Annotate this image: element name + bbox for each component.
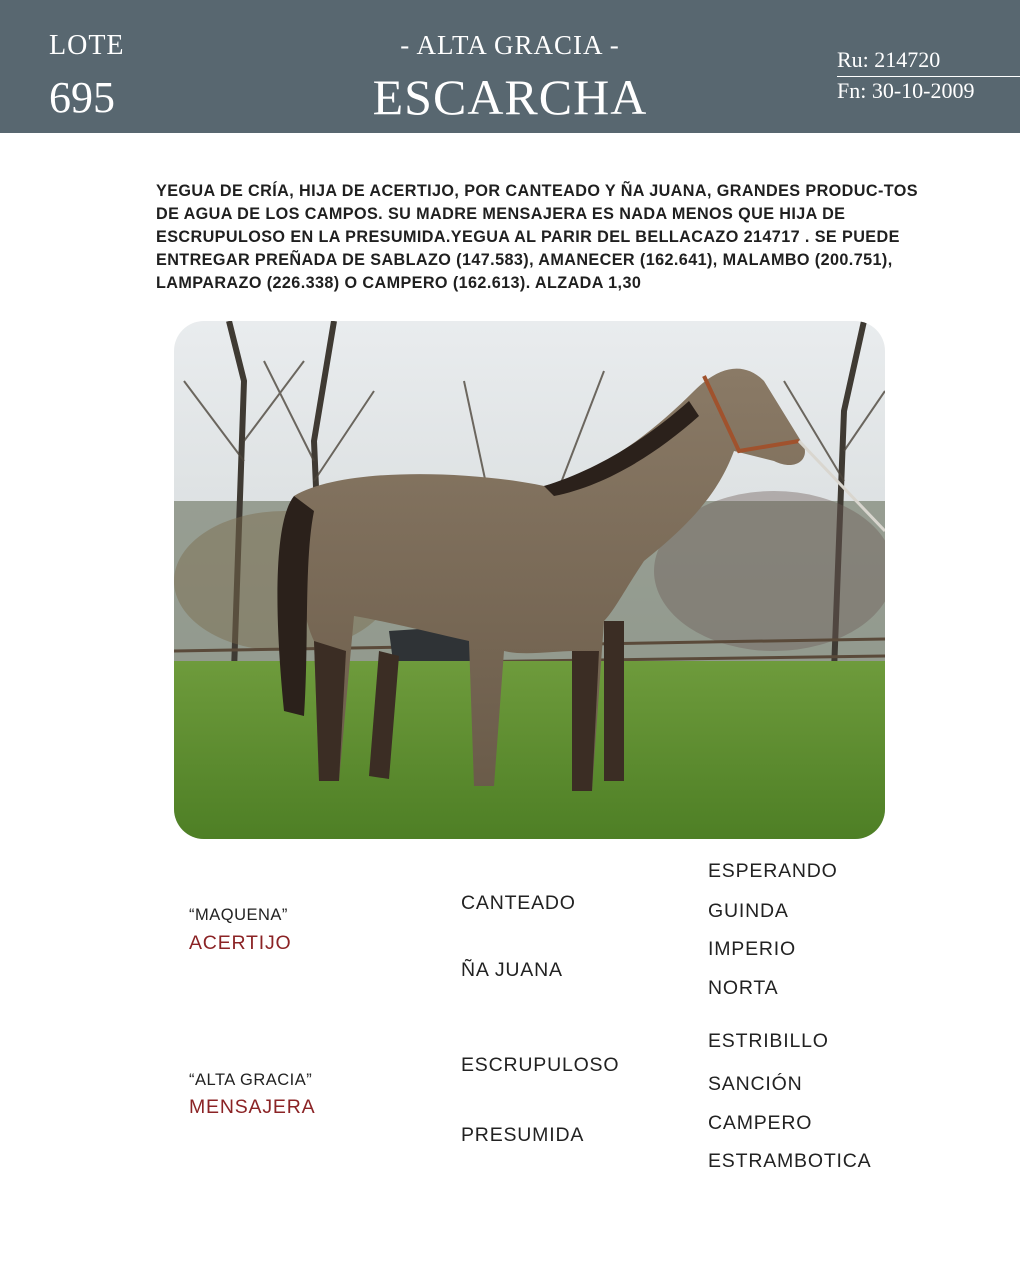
- horse-name: ESCARCHA: [372, 69, 648, 125]
- birth-date: Fn: 30-10-2009: [837, 78, 975, 103]
- pedigree-dam-breeder: “ALTA GRACIA”: [189, 1071, 313, 1089]
- registry-divider: [837, 76, 1020, 77]
- pedigree-sire-sire: CANTEADO: [461, 892, 576, 914]
- pedigree-sire-dam-dam: NORTA: [708, 977, 779, 999]
- pedigree-dam-name: MENSAJERA: [189, 1096, 316, 1118]
- horse-photo: [174, 321, 885, 839]
- pedigree-sire-name: ACERTIJO: [189, 932, 292, 954]
- lote-label: LOTE: [49, 30, 125, 61]
- pedigree-sire-dam: ÑA JUANA: [461, 959, 563, 981]
- pedigree-dam-dam-dam: ESTRAMBOTICA: [708, 1150, 872, 1172]
- header-banner: [0, 0, 1020, 133]
- pedigree-dam-dam: PRESUMIDA: [461, 1124, 585, 1146]
- pedigree-sire-breeder: “MAQUENA”: [189, 906, 288, 924]
- pedigree-sire-sire-sire: ESPERANDO: [708, 860, 838, 882]
- pedigree-dam-sire-sire: ESTRIBILLO: [708, 1030, 829, 1052]
- description: YEGUA DE CRÍA, HIJA DE ACERTIJO, POR CANTEADO Y ÑA JUANA, GRANDES PRODUC-TOS DE AGUA DE LOS CAMPOS. SU MADRE MENSAJERA ES NADA MENOS QUE HIJA DE ESCRUPULOSO EN LA PRESUMIDA.YEGUA AL PARIR DEL BELLACAZO 214717 . SE PUEDE ENTREGAR PREÑADA DE SABLAZO (147.583), AMANECER (162.641), MALAMBO (200.751), LAMPARAZO (226.338) O CAMPERO (162.613). ALZADA 1,30: [156, 182, 918, 292]
- pedigree-sire-dam-sire: IMPERIO: [708, 938, 796, 960]
- registry-number: Ru: 214720: [837, 47, 941, 72]
- pedigree-sire-sire-dam: GUINDA: [708, 900, 789, 922]
- lote-number: 695: [49, 73, 115, 122]
- pedigree-dam-dam-sire: CAMPERO: [708, 1112, 813, 1134]
- origin-title: - ALTA GRACIA -: [400, 30, 620, 60]
- pedigree-dam-sire: ESCRUPULOSO: [461, 1054, 620, 1076]
- pedigree-dam-sire-dam: SANCIÓN: [708, 1073, 803, 1095]
